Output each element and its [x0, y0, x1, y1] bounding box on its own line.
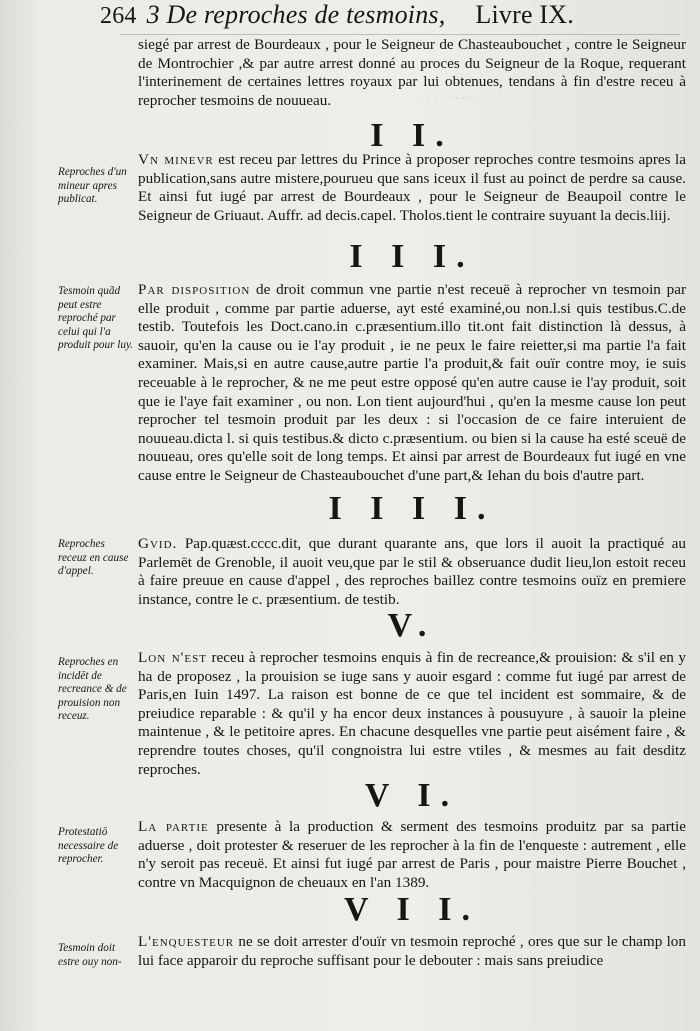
running-title: 3 De reproches de tesmoins,: [146, 0, 446, 29]
section-6-lead: La partie: [138, 818, 209, 835]
section-3-lead: Par disposition: [138, 281, 251, 298]
section-4-body: [138, 535, 686, 609]
section-2-text: est receu par lettres du Prince à proposer reproches contre tesmoins apres la publication,sans autre mistere,pourueu que sans iceux il fust au poinct de perdre sa cause. Et ainsi fut iugé par arrest de Bourdeaux , pour le Seigneur de Beaupoil contre le Seigneur de Griuaut. Auffr. ad decis.capel. Tholos.tient le contraire suyuant la decis.liij.: [138, 151, 686, 224]
page-number: 264: [100, 3, 137, 29]
bleed-through-text: · · · · · · · · ·: [420, 92, 480, 107]
section-7-text: ne se doit arrester d'ouïr vn tesmoin reproché , ores que sur le champ lon lui face apparoir du reproche suffisant pour le debouter : mais sans preiudice: [138, 933, 686, 969]
running-header: [100, 0, 640, 30]
section-2-body: [138, 151, 686, 225]
section-7-lead: L'enquesteur: [138, 933, 235, 950]
section-4-text: Pap.quæst.cccc.dit, que durant quarante ans, que lors il auoit la practiqué au Parlemēt de Grenoble, il auoit veu,que par le stil & obseruance dudit lieu,lon estoit receu à faire preuue en cause d'appel , des reproches baillez contre tesmoins ouïz en premiere instance, contre le c. præsentium. de testib.: [138, 535, 686, 608]
margin-note-3: Tesmoin quãd peut estre reproché par celui qui l'a produit pour luy.: [58, 285, 134, 351]
intro-paragraph: [138, 36, 686, 110]
section-4-lead: Gvid.: [138, 535, 178, 552]
section-numeral-6: V I.: [364, 777, 460, 814]
section-6-text: presente à la production & serment des tesmoins produitz par sa partie aduerse , doit protester & reseruer de les reprocher à la fin de l'enqueste : autrement , elle n'y seroit pas receuë. Et ainsi fut iugé par arrest de Paris , pour maistre Pierre Bouchet , contre vn Macquignon de cheuaux en l'an 1389.: [138, 818, 686, 891]
intro-text: siegé par arrest de Bourdeaux , pour le Seigneur de Chasteaubouchet , contre le Seigneur de Montrochier ,& par autre arrest donné au proces du Seigneur de la Roque, requerant l'interinement de certaines lettres royaux par lui obtenues, tendans à fin d'estre receu à reprocher tesmoins de nouueau.: [138, 36, 686, 109]
section-3-body: [138, 281, 686, 486]
section-6-body: [138, 818, 686, 892]
section-5-text: receu à reprocher tesmoins enquis à fin de recreance,& prouision: & s'il en y ha de proposez , la prouision se iuge sans y auoir esgard : comme fut iugé par arrest de Paris,en Iuin 1497. La raison est bonne de ce que tel incident est sommaire, & de preiudice reparable : & qu'il y ha encor deux instances à pousuyure , à sauoir la pleine maintenue , & le petitoire apres. En chacune desquelles vne partie peut aisément faire , & reprendre toutes choses, qu'il congnoistra lui estre vtiles , & mesmes au fait desditz reproches.: [138, 649, 686, 778]
margin-note-7: Tesmoin doit estre ouy non-: [58, 942, 122, 968]
section-5-lead: Lon n'est: [138, 649, 207, 666]
section-3-text: de droit commun vne partie n'est receuë à reprocher vn tesmoin par elle produit , comme par partie aduerse, ayt esté examiné,ou non.l.si quis testibus.C.de testib. Toutefois les Doct.cano.in c.præsentium.illo tit.ont fait distinction là dessus, à sauoir, qu'en la cause ou ie l'ay produit , ie ne peux le faire reietter,si ma partie l'a fait examiner. Mais,si en autre cause,autre partie l'a produit,& fait ouïr contre moy, ie suis receuable à le reprocher, & ne me peut estre opposé qu'en autre cause ie l'ay produit, soit que ie l'aye fait examiner , ou non. Lon tient aujourd'hui , qu'en la mesme cause lon peut reprocher tel tesmoin produit par les deux : si l'occasion de ce faire interuient de nouueau.dicta l. si quis testibus.& dicto c.præsentium. ou bien si la cause ha esté sceuë de nouueau, ores qu'elle soit de long temps. Et ainsi par arrest de Bourdeaux fut iugé en vne cause entre le Seigneur de Chasteaubouchet d'une part,& Iehan du bois d'autre part.: [138, 281, 686, 484]
section-numeral-7: V I I.: [344, 891, 480, 928]
section-numeral-3: I I I.: [349, 238, 475, 275]
section-numeral-4: I I I I.: [328, 490, 496, 527]
section-numeral-5: V.: [387, 607, 437, 644]
book-label: Livre IX.: [475, 0, 574, 29]
section-numeral-2: I I.: [370, 117, 454, 154]
margin-note-4: Reproches receuz en cause d'appel.: [58, 538, 129, 577]
header-rule: [120, 34, 680, 35]
section-2-lead: Vn minevr: [138, 151, 214, 168]
margin-note-2: Reproches d'un mineur apres publicat.: [58, 166, 127, 205]
margin-note-6: Protestatiō necessaire de reprocher.: [58, 826, 119, 865]
section-5-body: [138, 649, 686, 779]
section-7-body: [138, 933, 686, 970]
margin-note-5: Reproches en incidēt de recreance & de prouision non receuz.: [58, 656, 127, 722]
